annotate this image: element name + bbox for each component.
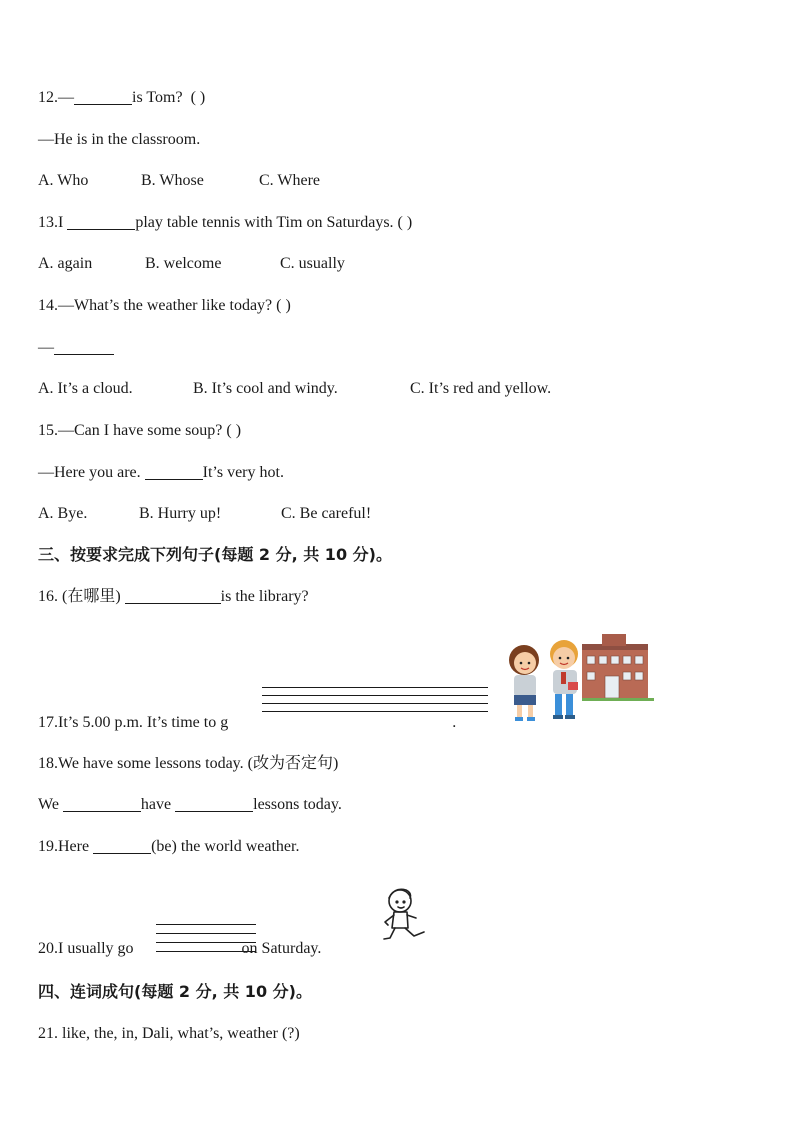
q16-blank[interactable] [125, 587, 221, 604]
q19-question: 19.Here (be) the world weather. [38, 838, 300, 855]
q18-question: 18.We have some lessons today. (改为否定句) [38, 755, 339, 772]
book [568, 682, 578, 690]
q15-options [38, 504, 371, 524]
q21-question: 21. like, the, in, Dali, what’s, weather (?) [38, 1025, 300, 1042]
q14-option-b[interactable]: B. It’s cool and windy. [193, 380, 338, 397]
q12-option-b[interactable]: B. Whose [141, 172, 204, 189]
q14-question: 14.—What’s the weather like today? ( ) [38, 297, 291, 314]
q13-option-a[interactable]: A. again [38, 255, 93, 272]
q19-blank[interactable] [93, 837, 151, 854]
q20-question: 20.I usually go on Saturday. [38, 940, 322, 957]
q12-blank[interactable] [74, 88, 132, 105]
q12-option-c[interactable]: C. Where [259, 172, 321, 189]
q17-question: 17.It’s 5.00 p.m. It’s time to g . [38, 714, 457, 731]
q16-question: 16. (在哪里) is the library? [38, 588, 309, 605]
section-3-heading: 三、按要求完成下列句子(每题 2 分, 共 10 分)。 [38, 545, 392, 564]
boy-face [553, 647, 575, 669]
q15-option-b[interactable]: B. Hurry up! [139, 505, 222, 522]
q14-answer: — [38, 338, 114, 358]
q12-options [38, 171, 320, 191]
q13-option-b[interactable]: B. welcome [145, 255, 222, 272]
q12-answer: —He is in the classroom. [38, 131, 201, 148]
q15-option-c[interactable]: C. Be careful! [281, 505, 372, 522]
running-boy-illustration [380, 884, 434, 954]
q18-answer: We have lessons today. [38, 796, 342, 813]
q12-question: 12.— is Tom? ( ) [38, 89, 206, 106]
q18-blank-1[interactable] [63, 795, 141, 812]
q15-question: 15.—Can I have some soup? ( ) [38, 422, 242, 439]
q18-blank-2[interactable] [175, 795, 253, 812]
q15-option-a[interactable]: A. Bye. [38, 505, 88, 522]
q13-question: 13.I play table tennis with Tim on Saturdays. ( ) [38, 214, 413, 231]
q13-options [38, 254, 345, 274]
q15-blank[interactable] [145, 463, 203, 480]
q14-option-a[interactable]: A. It’s a cloud. [38, 380, 133, 397]
girl-face [514, 652, 536, 674]
kids-school-illustration [498, 628, 658, 728]
q13-option-c[interactable]: C. usually [280, 255, 345, 272]
q13-blank[interactable] [67, 213, 135, 230]
q14-options [38, 379, 551, 399]
q12-option-a[interactable]: A. Who [38, 172, 89, 189]
q14-option-c[interactable]: C. It’s red and yellow. [410, 380, 552, 397]
section-4-heading: 四、连词成句(每题 2 分, 共 10 分)。 [38, 982, 312, 1001]
q14-blank[interactable] [54, 338, 114, 355]
q15-answer: —Here you are. It’s very hot. [38, 464, 284, 481]
